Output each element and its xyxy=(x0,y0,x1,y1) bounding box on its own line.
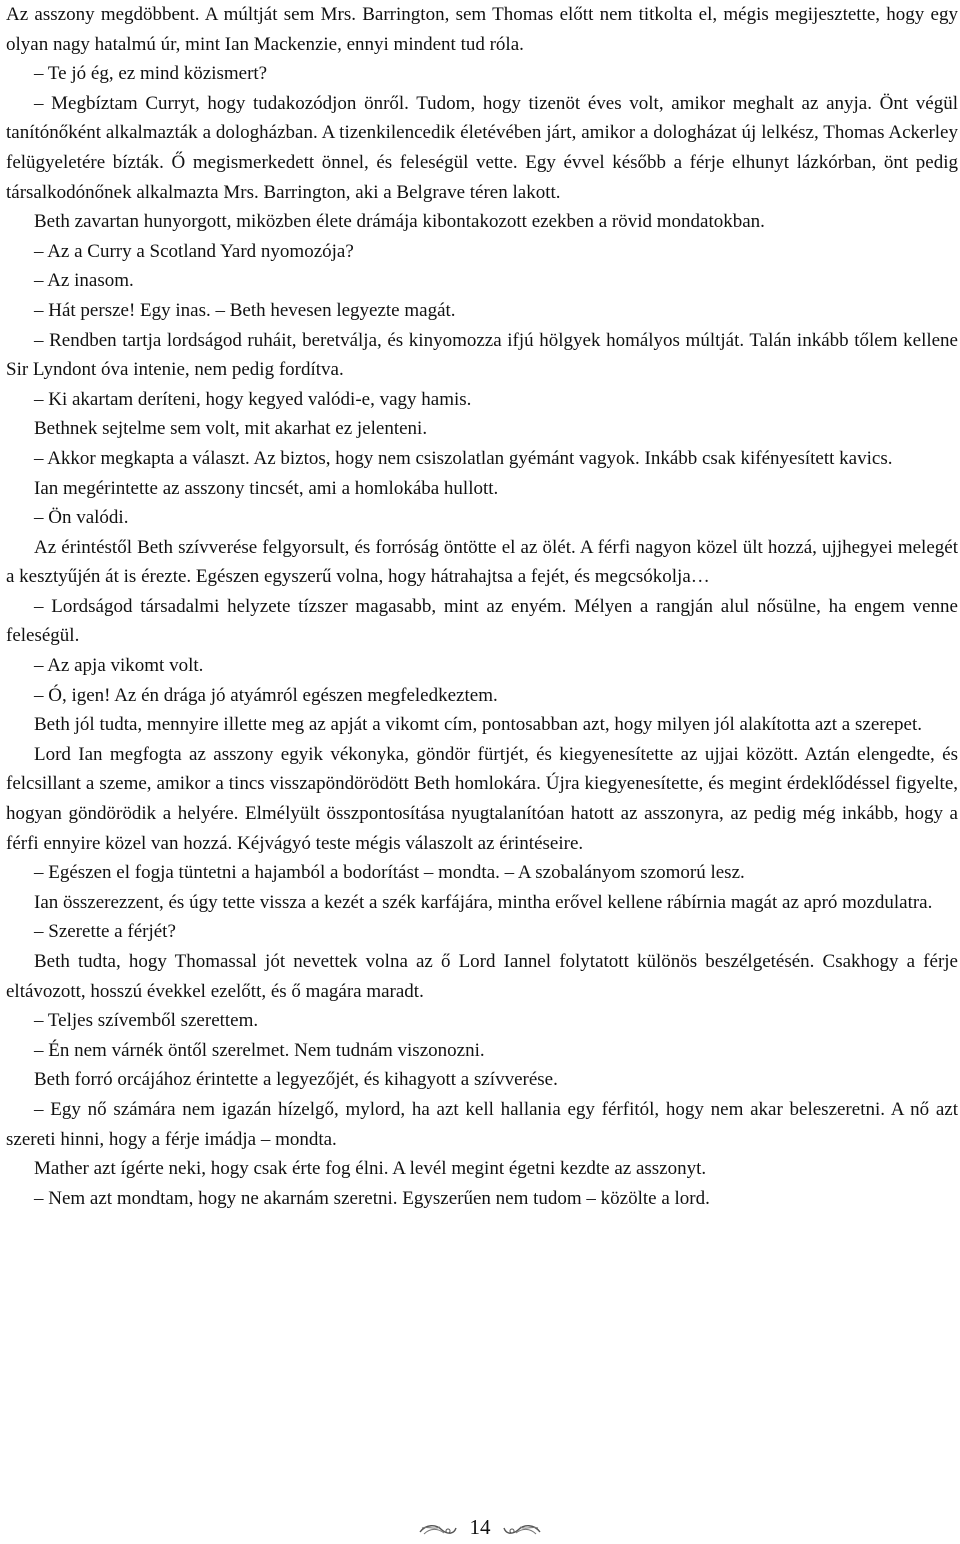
paragraph: Az érintéstől Beth szívverése felgyorsult, és forróság öntötte el az ölét. A férfi nagyon közel ült hozzá, ujjhegyei melegét a kesztyűjén át is érezte. Egészen egyszerű volna, hogy hátrahajtsa a fejét, és megcsókolja… xyxy=(6,536,958,588)
paragraph: Ian összerezzent, és úgy tette vissza a kezét a szék karfájára, mintha erővel kellene rábírnia magát az apró mozdulatra. xyxy=(34,891,933,913)
paragraph: – Egy nő számára nem igazán hízelgő, mylord, ha azt kell hallania egy férfitól, hogy nem akar beleszeretni. A nő azt szereti hinni, hogy a férje imádja – mondta. xyxy=(6,1098,958,1150)
paragraph: – Az a Curry a Scotland Yard nyomozója? xyxy=(34,240,354,262)
paragraph: – Teljes szívemből szerettem. xyxy=(34,1010,259,1032)
paragraph: – Ön valódi. xyxy=(34,507,129,529)
paragraph: – Nem azt mondtam, hogy ne akarnám szeretni. Egyszerűen nem tudom – közölte a lord. xyxy=(34,1187,710,1209)
paragraph: Ian megérintette az asszony tincsét, ami a homlokába hullott. xyxy=(34,477,499,499)
paragraph: – Ó, igen! Az én drága jó atyámról egészen megfeledkeztem. xyxy=(34,684,498,706)
paragraph: – Hát persze! Egy inas. – Beth hevesen legyezte magát. xyxy=(34,299,456,321)
paragraph: Mather azt ígérte neki, hogy csak érte fog élni. A levél megint égetni kezdte az asszonyt. xyxy=(34,1158,707,1180)
paragraph: – Én nem várnék öntől szerelmet. Nem tudnám viszonozni. xyxy=(34,1039,485,1061)
paragraph: Bethnek sejtelme sem volt, mit akarhat ez jelenteni. xyxy=(34,418,428,440)
leaf-ornament-icon xyxy=(502,1519,542,1535)
paragraph: – Az apja vikomt volt. xyxy=(34,655,204,677)
paragraph: Beth zavartan hunyorgott, miközben élete drámája kibontakozott ezekben a rövid mondatokban. xyxy=(34,211,765,233)
paragraph: – Akkor megkapta a választ. Az biztos, hogy nem csiszolatlan gyémánt vagyok. Inkább csak kifényesített kavics. xyxy=(34,447,893,469)
paragraph: – Szerette a férjét? xyxy=(34,921,176,943)
page-number: 14 xyxy=(469,1514,491,1539)
paragraph: – Rendben tartja lordságod ruháit, beretválja, és kinyomozza ifjú hölgyek homályos múltját. Talán inkább tőlem kellene Sir Lyndont óva intenie, nem pedig fordítva. xyxy=(6,329,958,381)
paragraph: – Az inasom. xyxy=(34,270,134,292)
paragraph: – Megbíztam Curryt, hogy tudakozódjon önről. Tudom, hogy tizenöt éves volt, amikor meghalt az anyja. Önt végül tanítónőként alkalmazták a dologházban. A tizenkilencedik életévében járt, amikor a dologházat új lelkész, Thomas Ackerley felügyeletére bízták. Ő megismerkedett önnel, és feleségül vette. Egy évvel később a férje elhunyt lázkórban, önt pedig társalkodónőnek alkalmazta Mrs. Barrington, aki a Belgrave téren lakott. xyxy=(6,92,958,203)
document-body xyxy=(6,0,958,1213)
paragraph: Beth tudta, hogy Thomassal jót nevettek volna az ő Lord Iannel folytatott különös beszélgetésén. Csakhogy a férje eltávozott, hosszú évekkel ezelőtt, és ő magára maradt. xyxy=(6,951,958,1002)
paragraph: – Ki akartam deríteni, hogy kegyed valódi-e, vagy hamis. xyxy=(34,388,472,410)
paragraph: Beth jól tudta, mennyire illette meg az apját a vikomt cím, pontosabban azt, hogy milyen jól alakította azt a szerepet. xyxy=(34,714,922,736)
paragraph: Beth forró orcájához érintette a legyezőjét, és kihagyott a szívverése. xyxy=(34,1069,558,1091)
paragraph: – Egészen el fogja tüntetni a hajamból a bodorítást – mondta. – A szobalányom szomorú lesz. xyxy=(34,862,745,884)
paragraph: Az asszony megdöbbent. A múltját sem Mrs. Barrington, sem Thomas előtt nem titkolta el, mégis megijesztette, hogy egy olyan nagy hatalmú úr, mint Ian Mackenzie, ennyi mindent tud róla. xyxy=(6,4,958,55)
paragraph: Lord Ian megfogta az asszony egyik vékonyka, göndör fürtjét, és kiegyenesítette az ujjai között. Aztán elengedte, és felcsillant a szeme, amikor a tincs visszapöndörödött Beth homlokára. Újra kiegyenesítette, és megint érdeklődéssel figyelte, hogyan göndörödik a helyére. Elmélyült összpontosítása nyugtalanítóan hatott az asszonyra, az pedig még inkább, hogy a férfi ennyire közel van hozzá. Kéjvágyó teste mégis válaszolt az érintéseire. xyxy=(6,743,958,854)
paragraph: – Te jó ég, ez mind közismert? xyxy=(34,63,268,85)
leaf-ornament-icon xyxy=(418,1519,458,1535)
page-footer xyxy=(0,1513,960,1540)
paragraph: – Lordságod társadalmi helyzete tízszer magasabb, mint az enyém. Mélyen a rangján alul nősülne, ha engem venne feleségül. xyxy=(6,595,958,647)
